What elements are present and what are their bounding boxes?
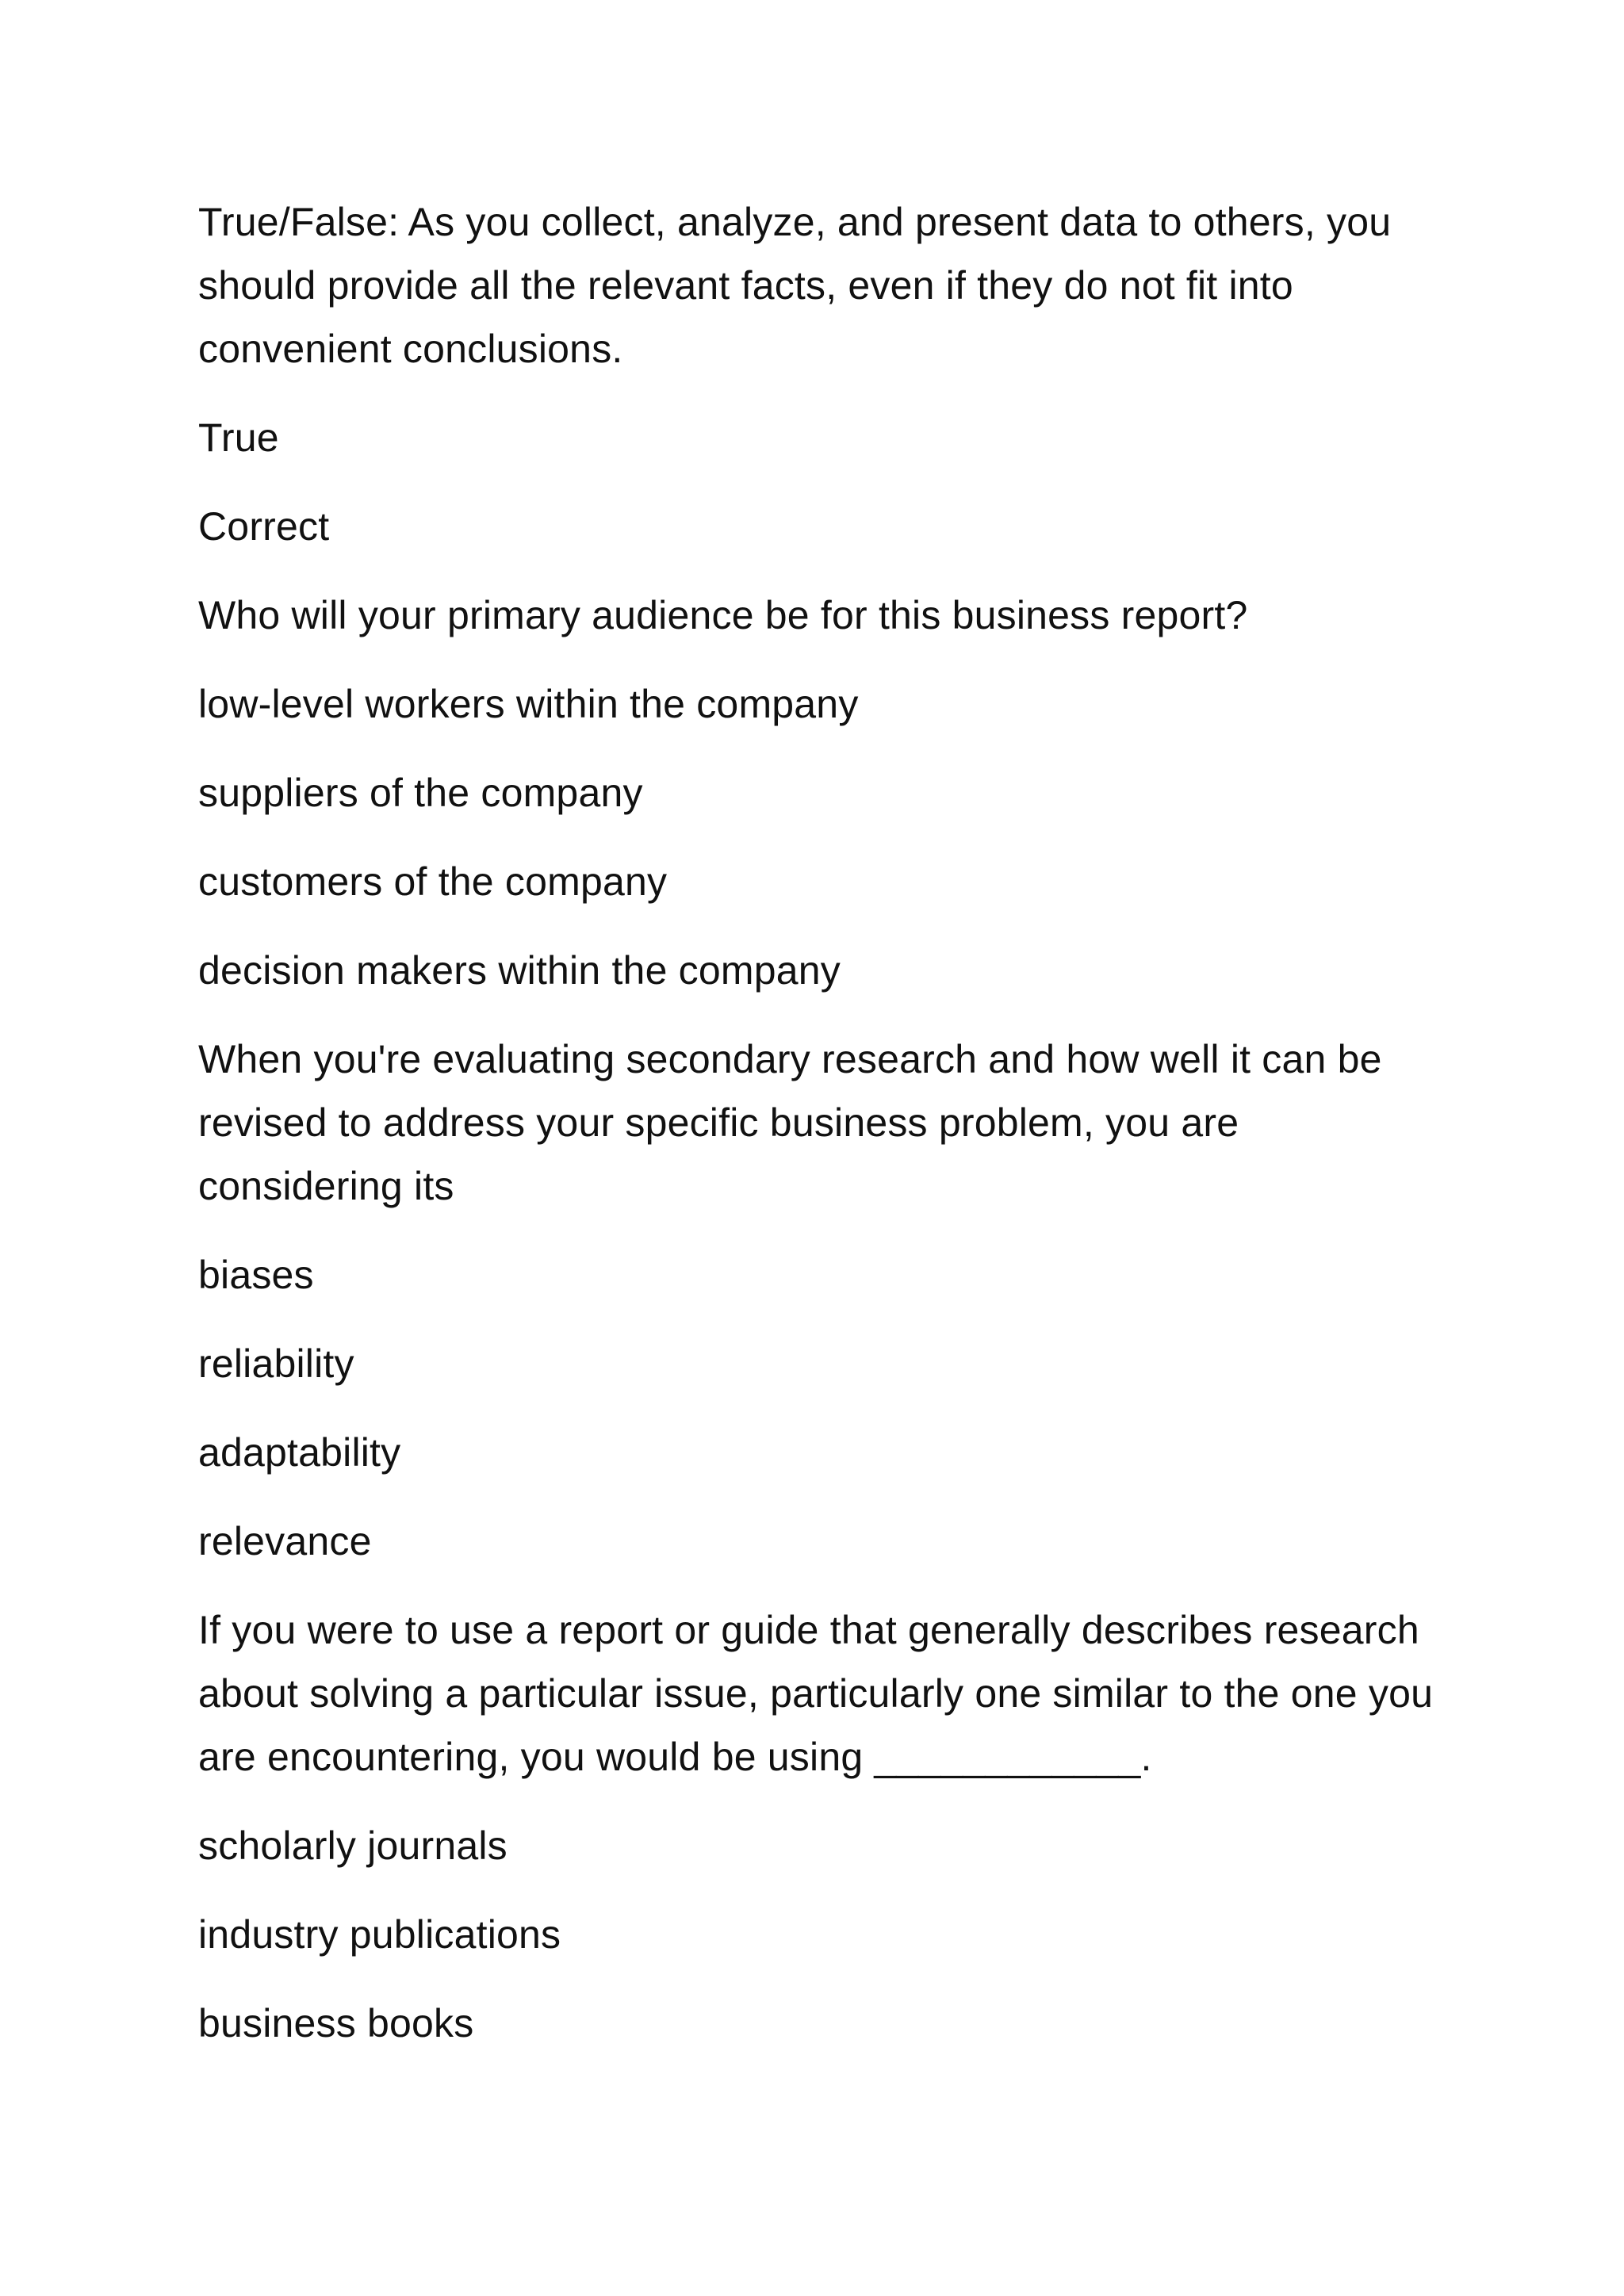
answer-option: adaptability [198, 1430, 401, 1475]
answer-option-true: True [198, 415, 279, 460]
answer-option: low-level workers within the company [198, 682, 859, 726]
question-primary-audience: Who will your primary audience be for this business report? [198, 593, 1248, 637]
answer-option: reliability [198, 1341, 354, 1386]
question-secondary-research: When you're evaluating secondary research and how well it can be revised to address your specific business problem, you are considering its [198, 1037, 1382, 1208]
answer-option: business books [198, 2001, 474, 2045]
answer-option: decision makers within the company [198, 948, 841, 993]
answer-option: industry publications [198, 1912, 561, 1957]
answer-option: suppliers of the company [198, 771, 643, 815]
question-true-false: True/False: As you collect, analyze, and present data to others, you should provide all the relevant facts, even if they do not fit into convenient conclusions. [198, 200, 1392, 371]
answer-feedback-correct: Correct [198, 504, 330, 549]
document-page [198, 190, 1451, 2080]
answer-option: customers of the company [198, 859, 668, 904]
answer-option: scholarly journals [198, 1823, 508, 1868]
answer-option: relevance [198, 1519, 372, 1563]
question-report-guide: If you were to use a report or guide that generally describes research about solving a particular issue, particularly one similar to the one you are encountering, you would be using ____________. [198, 1608, 1434, 1779]
answer-option: biases [198, 1253, 314, 1297]
